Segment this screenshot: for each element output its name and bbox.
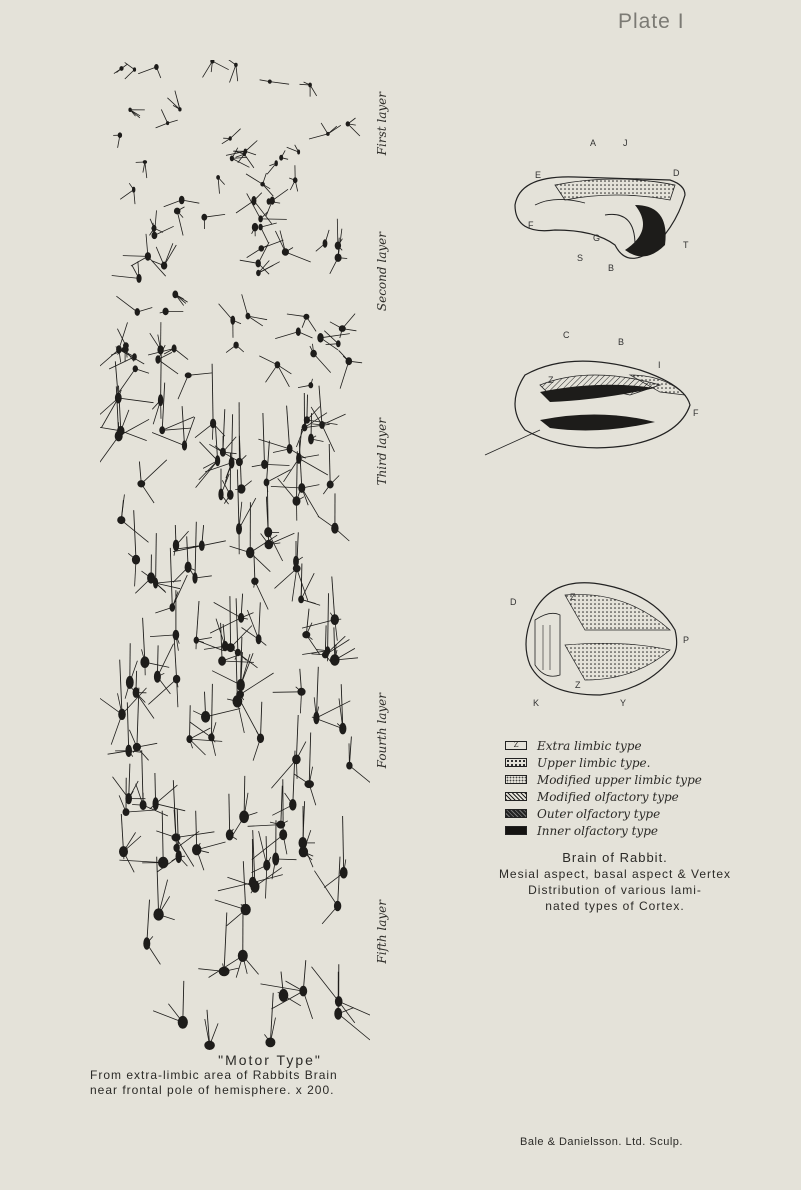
brain-caption: [430, 850, 800, 914]
neuron-process: [223, 437, 236, 452]
neuron-process: [118, 369, 135, 393]
neuron-process: [185, 417, 195, 446]
neuron-process: [232, 157, 247, 158]
neuron-process: [154, 210, 156, 235]
neuron-process: [172, 575, 187, 607]
brain-vertex-aspect: [505, 570, 705, 710]
apical-dendrite: [224, 913, 227, 972]
swatch-z-box: Z: [505, 741, 527, 750]
apical-dendrite: [121, 814, 123, 852]
neuron-process: [109, 357, 134, 369]
neuron-process: [255, 581, 268, 609]
neuron-process: [129, 183, 134, 190]
letter-e: E: [535, 170, 542, 180]
neuron-process: [131, 256, 148, 266]
legend-item-upper-limbic: [505, 754, 702, 771]
apical-dendrite: [243, 861, 245, 909]
apical-dendrite: [134, 510, 136, 560]
neuron-process: [102, 398, 119, 428]
legend-item-modified-upper-limbic: [505, 771, 702, 788]
neuron-process: [323, 485, 330, 495]
neuron-process: [287, 314, 307, 317]
neuron-process: [335, 619, 341, 620]
neuron-process: [292, 569, 297, 602]
apical-dendrite: [215, 423, 217, 461]
neuron-process: [156, 831, 176, 838]
letter-j: J: [623, 138, 628, 148]
layer-label-fifth: Fifth layer: [375, 900, 389, 964]
neuron-process: [118, 398, 153, 403]
apical-dendrite: [287, 406, 290, 449]
neuron-process: [255, 868, 282, 887]
neuron-process: [150, 635, 176, 637]
neuron-process: [157, 644, 173, 677]
letter-f-mid: F: [693, 408, 699, 418]
letter-z-bottom: Z: [575, 680, 581, 690]
neuron-process: [261, 227, 269, 243]
motor-type-caption: [90, 1052, 450, 1098]
letter-k: K: [533, 698, 540, 708]
neuron-process: [230, 65, 236, 83]
neuron-process: [130, 110, 140, 118]
neuron-process: [111, 714, 122, 744]
letter-c: C: [563, 330, 570, 340]
neuron-process: [164, 243, 173, 265]
neuron-process: [335, 528, 349, 541]
legend-label: Inner olfactory type: [537, 823, 658, 838]
neuron-process: [277, 365, 289, 387]
neuron-process: [299, 458, 328, 475]
neuron-process: [190, 722, 212, 737]
neuron-process: [156, 67, 160, 78]
neuron-process: [314, 871, 337, 906]
neuron-process: [330, 476, 339, 485]
caption-line: Distribution of various lami-: [528, 883, 702, 897]
neuron-process: [271, 759, 296, 788]
neuron-process: [135, 578, 151, 593]
neuron-process: [119, 795, 126, 812]
neuron-process: [176, 832, 214, 838]
cortex-motor-type-drawing: [100, 60, 370, 1060]
neuron-process: [322, 425, 335, 452]
apical-dendrite: [329, 444, 330, 485]
swatch-dense: [505, 809, 527, 818]
neuron-process: [137, 747, 149, 760]
apical-dendrite: [212, 364, 213, 424]
neuron-process: [100, 692, 122, 714]
layer-label-fourth: Fourth layer: [375, 693, 389, 769]
apical-dendrite: [127, 702, 128, 750]
neuron-process: [145, 162, 147, 178]
neuron-process: [340, 361, 349, 388]
apical-dendrite: [223, 409, 225, 452]
neuron-process: [204, 214, 225, 217]
apical-dendrite: [162, 811, 163, 863]
neuron-process: [123, 256, 148, 257]
neuron-process: [342, 314, 355, 329]
apical-dendrite: [263, 413, 265, 464]
neuron-process: [266, 365, 278, 383]
neuron-process: [188, 373, 212, 375]
neuron-process: [209, 444, 239, 462]
apical-dendrite: [254, 555, 255, 581]
neuron-process: [245, 151, 256, 155]
neuron-process: [240, 673, 274, 695]
neuron-process: [247, 610, 258, 639]
neuron-process: [258, 242, 269, 263]
neuron-process: [324, 873, 344, 888]
neuron-process: [199, 461, 218, 480]
neuron-process: [309, 134, 328, 139]
letter-p: P: [683, 635, 690, 645]
letter-d-bottom: D: [510, 597, 517, 607]
neuron-process: [200, 442, 218, 461]
apical-dendrite: [196, 601, 199, 640]
neuron-process: [258, 439, 289, 449]
neuron-process: [125, 70, 135, 79]
neuron-process: [164, 245, 176, 266]
neuron-process: [155, 607, 172, 613]
neuron-process: [174, 349, 188, 360]
neuron-process: [147, 944, 161, 965]
apical-dendrite: [237, 470, 239, 529]
neuron-process: [245, 141, 257, 152]
caption-line: near frontal pole of hemisphere. x 200.: [90, 1083, 335, 1097]
neuron-process: [218, 177, 225, 184]
apical-dendrite: [319, 386, 322, 425]
letter-y: Y: [620, 698, 627, 708]
neuron-process: [242, 704, 261, 739]
letter-f: F: [528, 220, 534, 230]
neuron-process: [302, 488, 319, 517]
brain-basal-aspect: [480, 330, 710, 460]
apical-dendrite: [156, 533, 157, 583]
caption-line: From extra-limbic area of Rabbits Brain: [90, 1068, 338, 1082]
neuron-process: [261, 219, 287, 220]
neuron-process: [236, 201, 254, 213]
apical-dendrite: [328, 593, 329, 651]
neuron-process: [136, 784, 143, 805]
legend-label: Extra limbic type: [537, 738, 642, 753]
apical-dendrite: [236, 598, 238, 652]
neuron-process: [159, 880, 168, 915]
apical-dendrite: [157, 857, 159, 915]
neuron-process: [241, 653, 253, 685]
neuron-process: [129, 730, 137, 747]
letter-g: G: [593, 233, 601, 243]
neuron-process: [222, 139, 230, 144]
swatch-solid: [505, 826, 527, 835]
neuron-process: [141, 460, 167, 484]
neuron-process: [124, 852, 135, 873]
neuron-process: [203, 461, 218, 469]
neuron-process: [172, 592, 178, 608]
neuron-process: [253, 875, 283, 883]
neuron-process: [157, 677, 170, 694]
neuron-process: [240, 260, 258, 263]
legend-label: Outer olfactory type: [537, 806, 661, 821]
apical-dendrite: [161, 354, 162, 401]
neuron-process: [294, 774, 309, 784]
neuron-process: [219, 304, 233, 321]
apical-dendrite: [296, 715, 298, 759]
swatch-dots: [505, 758, 527, 767]
neuron-process: [322, 414, 346, 425]
apical-dendrite: [338, 857, 340, 906]
neuron-process: [227, 60, 236, 65]
letter-z-top: Z: [570, 592, 576, 602]
neuron-process: [349, 766, 370, 786]
neuron-process: [236, 345, 244, 352]
apical-dendrite: [332, 577, 335, 620]
neuron-process: [316, 244, 325, 252]
neuron-process: [154, 226, 173, 235]
letter-b-mid: B: [618, 337, 625, 347]
motor-type-title: "Motor Type": [218, 1052, 322, 1068]
caption-line: Mesial aspect, basal aspect & Vertex: [498, 867, 732, 881]
neuron-process: [232, 817, 245, 837]
apical-dendrite: [170, 548, 172, 608]
neuron-process: [322, 906, 338, 924]
apical-dendrite: [182, 406, 184, 445]
neuron-process: [230, 129, 240, 139]
neuron-sketches: [100, 60, 370, 1050]
neuron-process: [212, 61, 228, 69]
neuron-process: [278, 478, 297, 501]
neuron-process: [156, 123, 168, 128]
neuron-process: [261, 223, 277, 227]
neuron-process: [247, 248, 262, 257]
letter-t: T: [683, 240, 689, 250]
letter-z: Z: [548, 375, 554, 385]
apical-dendrite: [195, 522, 196, 578]
neuron-process: [190, 739, 223, 741]
neuron-process: [263, 173, 267, 184]
neuron-process: [309, 784, 316, 805]
neuron-process: [285, 793, 293, 805]
neuron-process: [236, 65, 238, 81]
neuron-process: [339, 350, 349, 361]
neuron-process: [312, 967, 339, 1002]
neuron-process: [213, 423, 225, 436]
apical-dendrite: [349, 737, 351, 766]
neuron-process: [258, 265, 273, 273]
apical-dendrite: [142, 750, 143, 805]
apical-dendrite: [229, 794, 230, 835]
neuron-process: [259, 356, 277, 365]
neuron-process: [253, 738, 260, 760]
brain-mesial-aspect: [495, 135, 705, 285]
plate-title: Plate I: [618, 10, 685, 33]
apical-dendrite: [147, 900, 150, 944]
neuron-process: [226, 345, 236, 353]
neuron-process: [275, 332, 298, 339]
neuron-process: [218, 177, 219, 193]
apical-dendrite: [196, 811, 197, 850]
layer-label-third: Third layer: [375, 418, 389, 486]
neuron-process: [152, 433, 184, 446]
legend-label: Modified upper limbic type: [537, 772, 702, 787]
swatch-hatch: [505, 792, 527, 801]
neuron-process: [206, 709, 241, 717]
neuron-process: [125, 62, 135, 69]
neuron-process: [195, 423, 213, 437]
neuron-process: [330, 258, 338, 274]
neuron-process: [285, 252, 310, 262]
neuron-process: [321, 123, 328, 134]
apical-dendrite: [221, 623, 223, 661]
apical-dendrite: [174, 638, 176, 679]
neuron-process: [270, 82, 289, 85]
neuron-process: [250, 553, 270, 572]
neuron-process: [314, 354, 331, 373]
neuron-process: [120, 190, 134, 200]
engraver-credit: Bale & Danielsson. Ltd. Sculp.: [520, 1136, 683, 1148]
apical-dendrite: [190, 705, 191, 739]
neuron-process: [290, 180, 295, 190]
neuron-process: [269, 533, 295, 544]
neuron-process: [246, 174, 263, 184]
neuron-process: [298, 332, 312, 338]
neuron-process: [328, 126, 337, 134]
neuron-process: [138, 67, 156, 74]
neuron-process: [263, 184, 274, 196]
letter-d: D: [673, 168, 680, 178]
layer-label-first: First layer: [375, 92, 389, 156]
neuron-process: [306, 317, 316, 332]
neuron-process: [210, 1023, 219, 1045]
layer-label-second: Second layer: [375, 232, 389, 312]
neuron-process: [299, 455, 319, 459]
neuron-process: [202, 541, 226, 546]
caption-line: nated types of Cortex.: [545, 899, 685, 913]
neuron-process: [348, 124, 360, 136]
neuron-process: [275, 231, 285, 252]
neuron-process: [318, 516, 335, 528]
neuron-process: [116, 296, 137, 312]
cortex-type-legend: [505, 737, 702, 839]
neuron-process: [232, 158, 250, 167]
neuron-process: [272, 189, 288, 200]
neuron-process: [178, 375, 188, 399]
legend-label: Upper limbic type.: [537, 755, 651, 770]
neuron-process: [112, 276, 139, 279]
apical-dendrite: [311, 413, 312, 439]
neuron-process: [218, 883, 253, 891]
apical-dendrite: [232, 414, 233, 463]
legend-item-extra-limbic: [505, 737, 702, 754]
letter-s: S: [577, 253, 584, 263]
legend-item-inner-olfactory: [505, 822, 702, 839]
neuron-process: [303, 991, 312, 1019]
letter-i: I: [658, 360, 661, 370]
neuron-process: [281, 150, 285, 157]
apical-dendrite: [261, 702, 262, 739]
neuron-process: [296, 742, 306, 760]
neuron-process: [348, 118, 356, 124]
neuron-process: [310, 85, 317, 96]
neuron-process: [100, 349, 119, 367]
letter-a: A: [590, 138, 597, 148]
apical-dendrite: [230, 596, 231, 648]
neuron-process: [321, 334, 350, 338]
neuron-process: [259, 831, 267, 865]
apical-dendrite: [259, 602, 261, 639]
neuron-process: [275, 569, 297, 589]
neuron-process: [161, 109, 167, 123]
neuron-process: [242, 294, 248, 316]
letter-b: B: [608, 263, 615, 273]
swatch-fine-dots: [505, 775, 527, 784]
legend-item-modified-olfactory: [505, 788, 702, 805]
neuron-process: [100, 436, 119, 462]
neuron-process: [316, 701, 350, 718]
legend-label: Modified olfactory type: [537, 789, 679, 804]
neuron-process: [121, 431, 147, 441]
apical-dendrite: [301, 564, 302, 600]
apical-dendrite: [281, 786, 283, 825]
neuron-process: [156, 804, 186, 811]
neuron-process: [203, 61, 213, 77]
neuron-process: [338, 1014, 370, 1040]
apical-dendrite: [211, 684, 212, 738]
neuron-process: [159, 896, 170, 914]
neuron-process: [126, 810, 156, 812]
caption-line: Brain of Rabbit.: [562, 850, 668, 865]
neuron-process: [197, 842, 226, 850]
neuron-process: [196, 461, 218, 488]
legend-item-outer-olfactory: [505, 805, 702, 822]
apical-dendrite: [162, 383, 165, 431]
neuron-process: [273, 692, 302, 693]
neuron-process: [339, 1001, 370, 1017]
apical-dendrite: [343, 816, 344, 873]
neuron-process: [306, 635, 319, 655]
neuron-process: [173, 567, 188, 582]
neuron-process: [265, 464, 290, 465]
neuron-process: [164, 200, 182, 207]
neuron-process: [168, 120, 178, 123]
neuron-process: [330, 322, 342, 329]
neuron-process: [141, 484, 154, 503]
neuron-process: [156, 581, 181, 583]
